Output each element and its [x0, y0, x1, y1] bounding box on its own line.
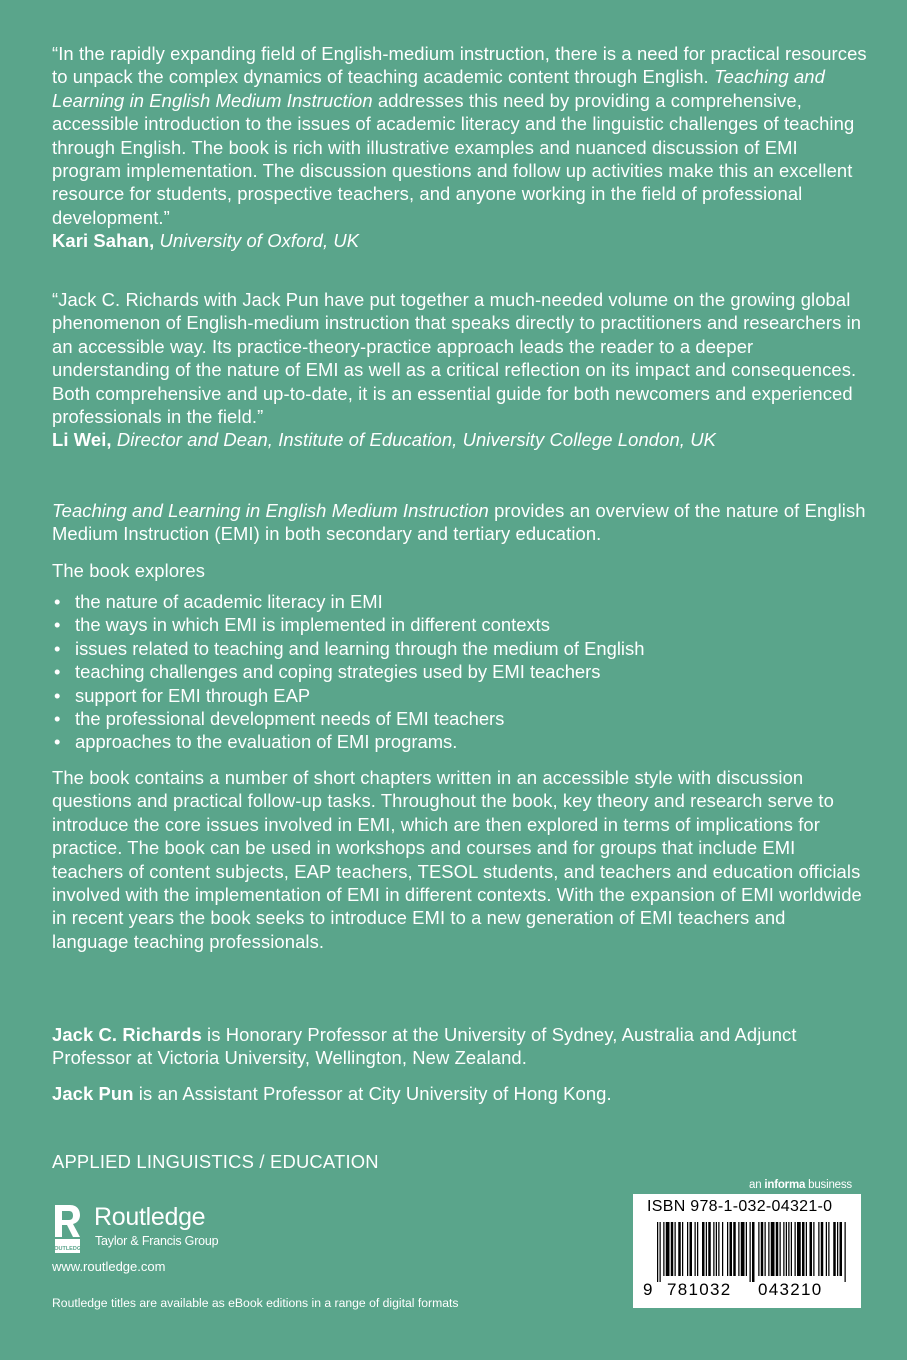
barcode-bar	[761, 1222, 764, 1276]
list-item: • issues related to teaching and learning through the medium of English	[52, 637, 867, 660]
author-bio-2	[52, 1082, 867, 1105]
barcode-bar	[722, 1222, 723, 1276]
list-item: • the ways in which EMI is implemented in different contexts	[52, 613, 867, 636]
barcode-bar	[765, 1222, 766, 1276]
barcode-bar	[752, 1222, 755, 1282]
quote-1-open: “In the rapidly expanding field of English-medium instruction, there is a need for practical resources to unpack the complex dynamics of teaching academic content through English.	[52, 43, 867, 88]
barcode-bars	[657, 1222, 847, 1282]
barcode-bar	[678, 1222, 681, 1276]
barcode-bar	[791, 1222, 792, 1276]
barcode-bar	[806, 1222, 807, 1276]
barcode-bar	[813, 1222, 814, 1276]
intro-book-title: Teaching and Learning in English Medium Instruction	[52, 500, 489, 521]
barcode-bar	[750, 1222, 751, 1282]
book-intro	[52, 499, 867, 546]
barcode-bar	[845, 1222, 846, 1282]
intro-rest: provides an overview of the nature of English Medium Instruction (EMI) in both secondary and tertiary education.	[52, 500, 866, 545]
barcode-bar	[687, 1222, 688, 1276]
barcode-bar	[797, 1222, 801, 1276]
author-2-bio: is an Assistant Professor at City University of Hong Kong.	[133, 1083, 612, 1104]
quote-2-attribution	[52, 428, 867, 451]
barcode-bar	[741, 1222, 745, 1276]
logo-spine-text: ROUTLEDGE	[50, 1246, 85, 1252]
publisher-group: Taylor & Francis Group	[95, 1234, 219, 1248]
barcode-bar	[718, 1222, 719, 1276]
barcode-bar	[802, 1222, 805, 1276]
barcode-bar	[780, 1222, 781, 1276]
endorsement-quote-1	[52, 42, 867, 253]
quote-1-affiliation: University of Oxford, UK	[154, 230, 360, 252]
list-item: • support for EMI through EAP	[52, 684, 867, 707]
routledge-r-icon	[50, 1203, 85, 1253]
barcode-bar	[657, 1222, 658, 1282]
barcode-bar	[821, 1222, 824, 1276]
author-1-bio: is Honorary Professor at the University of Sydney, Australia and Adjunct Professor at Victoria University, Wellington, New Zealand.	[52, 1024, 797, 1069]
barcode-bar	[828, 1222, 829, 1276]
barcode-bar	[833, 1222, 836, 1276]
topics-list	[52, 590, 867, 754]
barcode-digit-first: 9	[643, 1280, 653, 1299]
quote-1-rest: addresses this need by providing a comprehensive, accessible introduction to the issues of academic literacy and the linguistic challenges of teaching through English. The book is rich with illustrative examples and nuanced discussion of EMI program implementation. The discussion questions and follow up activities make this an excellent resource for students, prospective teachers, and anyone working in the field of professional development.”	[52, 89, 855, 228]
barcode-bar	[663, 1222, 664, 1276]
publisher-website: www.routledge.com	[52, 1259, 166, 1274]
list-item: • teaching challenges and coping strategies used by EMI teachers	[52, 660, 867, 683]
quote-1-book-title: Teaching and Learning in English Medium Instruction	[52, 66, 825, 111]
quote-1-text	[52, 42, 867, 229]
barcode-bar	[818, 1222, 819, 1276]
barcode-bar	[671, 1222, 674, 1276]
barcode-bar	[738, 1222, 739, 1276]
barcode-bar	[768, 1222, 769, 1276]
intro-text	[52, 499, 867, 546]
barcode-digit-group-2: 043210	[758, 1280, 823, 1299]
list-item: • the professional development needs of EMI teachers	[52, 707, 867, 730]
barcode-bar	[690, 1222, 693, 1276]
quote-2-affiliation: Director and Dean, Institute of Education, University College London, UK	[111, 429, 716, 451]
informa-prefix: an	[749, 1179, 765, 1191]
barcode-bar	[702, 1222, 705, 1276]
barcode-bar	[776, 1222, 779, 1276]
barcode-bar	[837, 1222, 838, 1276]
subject-category: APPLIED LINGUISTICS / EDUCATION	[52, 1151, 379, 1172]
barcode-bar	[716, 1222, 717, 1276]
barcode-bar	[682, 1222, 683, 1276]
isbn-label: ISBN 978-1-032-04321-0	[647, 1198, 833, 1215]
barcode-bar	[706, 1222, 707, 1276]
barcode-bar	[758, 1222, 759, 1276]
barcode-bar	[795, 1222, 796, 1276]
isbn-barcode	[633, 1194, 861, 1308]
barcode-bar	[730, 1222, 733, 1276]
informa-word: informa	[764, 1179, 806, 1191]
publisher-logo	[52, 1203, 272, 1255]
barcode-bar	[713, 1222, 714, 1276]
barcode-bar	[826, 1222, 827, 1276]
barcode-bar	[697, 1222, 698, 1276]
ebook-note: Routledge titles are available as eBook editions in a range of digital formats	[52, 1296, 459, 1310]
barcode-bar	[840, 1222, 843, 1276]
barcode-bar	[666, 1222, 670, 1276]
informa-suffix: business	[805, 1179, 852, 1191]
author-bio-1	[52, 1023, 867, 1070]
barcode-bar	[733, 1222, 736, 1276]
barcode-bar	[746, 1222, 747, 1276]
barcode-bar	[810, 1222, 813, 1276]
barcode-bar	[727, 1222, 728, 1276]
barcode-digit-group-1: 781032	[667, 1280, 732, 1299]
list-item: • approaches to the evaluation of EMI programs.	[52, 730, 867, 753]
barcode-bar	[708, 1222, 711, 1276]
quote-1-author: Kari Sahan,	[52, 230, 155, 252]
quote-2-author: Li Wei,	[52, 429, 112, 451]
informa-tagline	[749, 1179, 852, 1191]
explores-heading: The book explores	[52, 560, 206, 581]
barcode-bar	[783, 1222, 784, 1276]
endorsement-quote-2	[52, 288, 867, 452]
barcode-bar	[786, 1222, 787, 1276]
publisher-name: Routledge	[94, 1203, 206, 1231]
list-item: • the nature of academic literacy in EMI	[52, 590, 867, 613]
barcode-bar	[788, 1222, 789, 1276]
author-2-name: Jack Pun	[52, 1083, 134, 1104]
quote-1-attribution	[52, 229, 867, 252]
quote-2-text: “Jack C. Richards with Jack Pun have put together a much-needed volume on the growing global phenomenon of English-medium instruction that speaks directly to practitioners and researchers in an accessible way. Its practice-theory-practice approach leads the reader to a deeper understanding of the nature of EMI as well as a critical reflection on its impact and consequences. Both comprehensive and up-to-date, it is an essential guide for both newcomers and experienced professionals in the field.”	[52, 289, 862, 428]
barcode-bar	[675, 1222, 676, 1276]
book-description: The book contains a number of short chapters written in an accessible style with discussion questions and practical follow-up tasks. Throughout the book, key theory and research serve to introduce the core issues involved in EMI, which are then explored in terms of implications for practice. The book can be used in workshops and courses and for groups that include EMI teachers of content subjects, EAP teachers, TESOL students, and teachers and education officials involved with the implementation of EMI in different contexts. With the expansion of EMI worldwide in recent years the book seeks to introduce EMI to a new generation of EMI teachers and language teaching professionals.	[52, 767, 862, 952]
author-1-name: Jack C. Richards	[52, 1024, 202, 1045]
barcode-bar	[695, 1222, 696, 1276]
barcode-bar	[660, 1222, 661, 1282]
barcode-bar	[771, 1222, 775, 1276]
